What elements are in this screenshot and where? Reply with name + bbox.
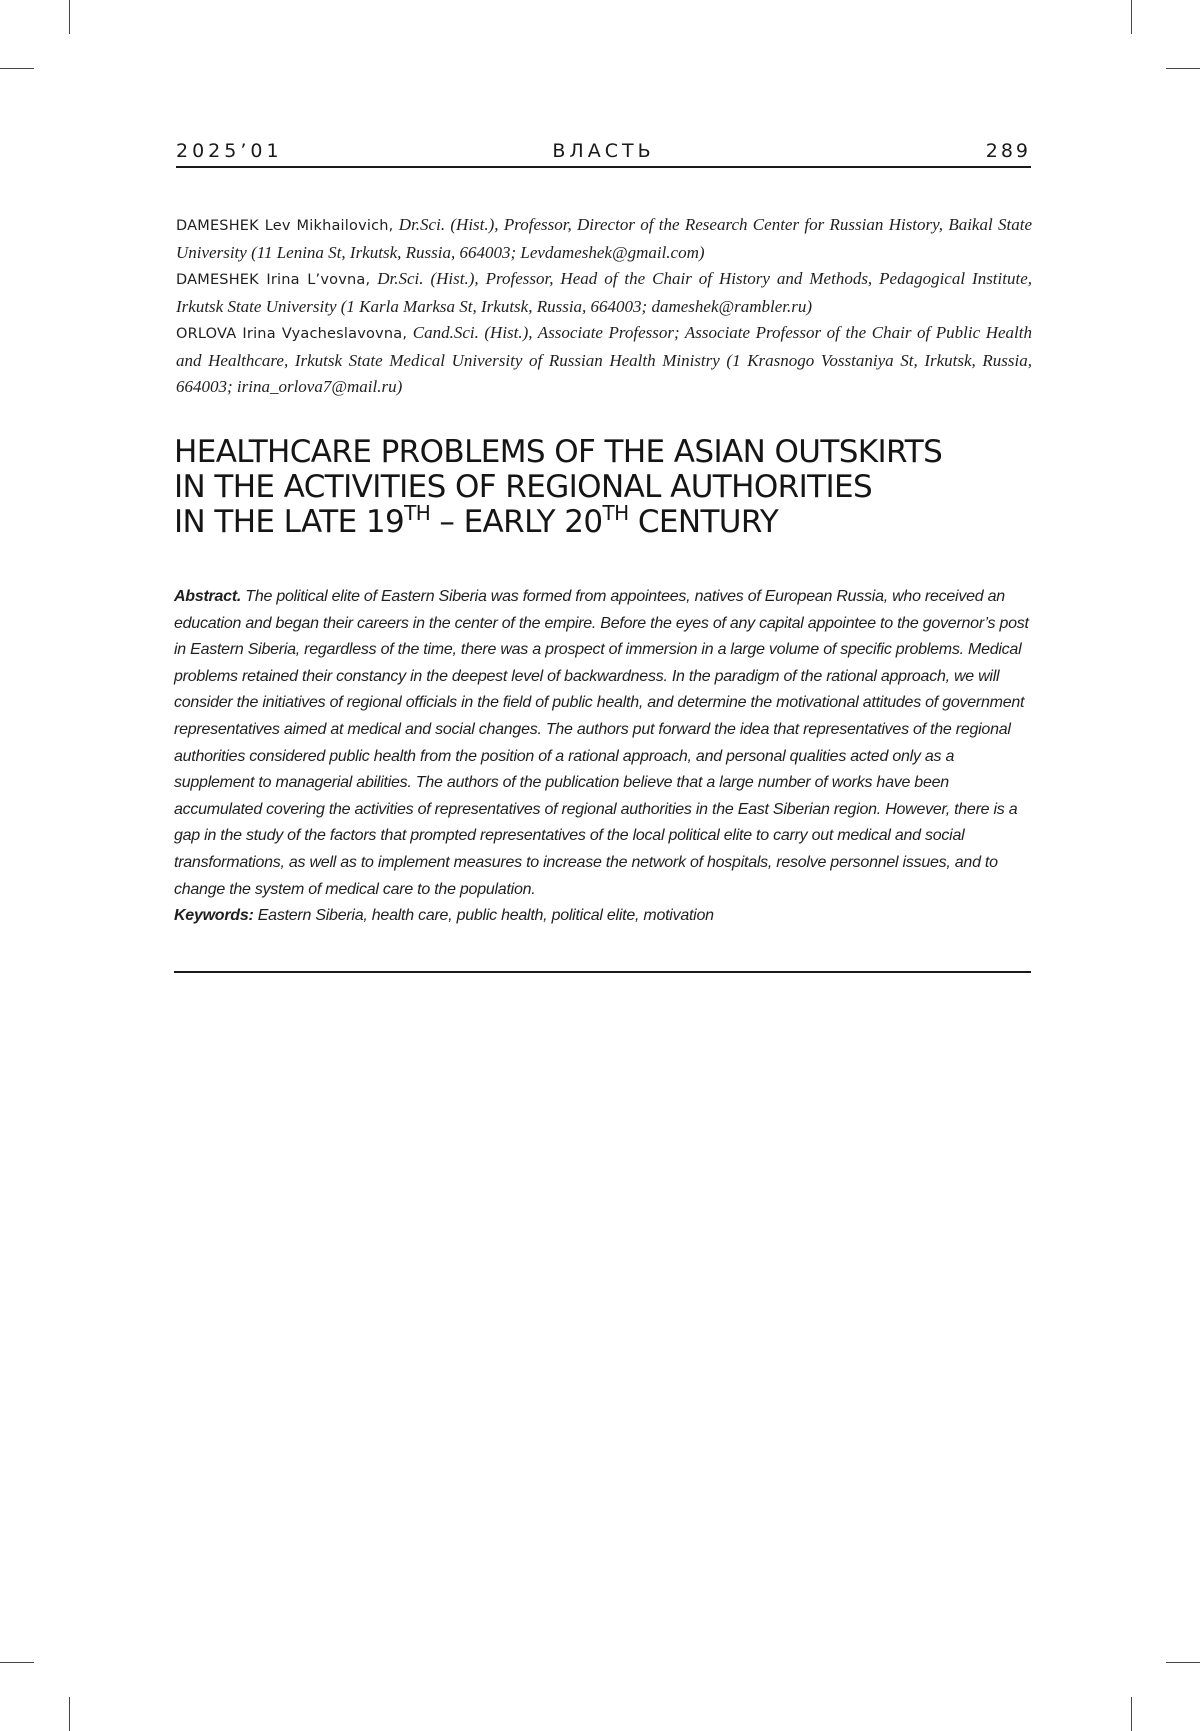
journal-name: ВЛАСТЬ xyxy=(552,140,655,162)
title-superscript: TH xyxy=(602,501,629,525)
crop-mark xyxy=(1166,68,1200,69)
crop-mark xyxy=(0,1662,34,1663)
abstract-block xyxy=(174,584,1036,930)
title-line: HEALTHCARE PROBLEMS OF THE ASIAN OUTSKIRTS xyxy=(174,434,943,470)
title-superscript: TH xyxy=(404,501,431,525)
title-text: – EARLY 20 xyxy=(430,504,603,540)
page-number: 289 xyxy=(985,140,1031,162)
keywords xyxy=(174,903,1036,930)
keywords-text: Eastern Siberia, health care, public health, political elite, motivation xyxy=(253,907,714,925)
author-name: DAMESHEK Irina L’vovna, xyxy=(176,272,371,288)
author-entry xyxy=(176,212,1032,266)
crop-mark xyxy=(69,0,70,34)
abstract-label: Abstract. xyxy=(174,588,242,605)
keywords-label: Keywords: xyxy=(174,907,254,925)
article-title xyxy=(174,435,1054,540)
crop-mark xyxy=(69,1697,70,1731)
abstract xyxy=(174,584,1036,903)
title-line: IN THE ACTIVITIES OF REGIONAL AUTHORITIES xyxy=(174,469,873,505)
author-affiliations xyxy=(176,212,1032,401)
abstract-text: The political elite of Eastern Siberia was formed from appointees, natives of European Russia, who received an education and began their careers in the center of the empire. Before the eyes of any capital appointee to the governor’s post in Eastern Siberia, regardless of the time, there was a prospect of immersion in a large volume of specific problems. Medical problems retained their constancy in the deepest level of backwardness. In the paradigm of the rational approach, we will consider the initiatives of regional officials in the field of public health, and determine the motivational attitudes of government representatives aimed at medical and social changes. The authors put forward the idea that representatives of the regional authorities considered public health from the position of a rational approach, and personal qualities acted only as a supplement to managerial abilities. The authors of the publication believe that a large number of works have been accumulated covering the activities of representatives of regional authorities in the East Siberian region. However, there is a gap in the study of the factors that prompted representatives of the local political elite to carry out medical and social transformations, as well as to implement measures to increase the network of hospitals, resolve personnel issues, and to change the system of medical care to the population. xyxy=(174,588,1029,898)
author-name: ORLOVA Irina Vyacheslavovna, xyxy=(176,326,408,342)
running-header xyxy=(176,138,1031,168)
author-details: Dr.Sci. (Hist.), Professor, Director of the Research Center for Russian History, Baikal State University (11 Lenina St, Irkutsk, Russia, 664003; Levdameshek@gmail.com) xyxy=(176,215,1033,262)
title-text: IN THE LATE 19 xyxy=(174,504,405,540)
author-details: Dr.Sci. (Hist.), Professor, Head of the Chair of History and Methods, Pedagogical Institute, Irkutsk State University (1 Karla Marksa St, Irkutsk, Russia, 664003; dameshek@rambler.ru) xyxy=(176,269,1032,316)
crop-mark xyxy=(1166,1662,1200,1663)
crop-mark xyxy=(0,68,34,69)
title-line xyxy=(174,501,1054,540)
issue-number: 2025’01 xyxy=(176,140,283,162)
section-divider xyxy=(174,971,1031,973)
author-entry xyxy=(176,266,1032,320)
crop-mark xyxy=(1131,0,1132,34)
author-entry xyxy=(176,320,1032,401)
title-text: CENTURY xyxy=(628,504,779,540)
crop-mark xyxy=(1131,1697,1132,1731)
author-details: Cand.Sci. (Hist.), Associate Professor; Associate Professor of the Chair of Public Health and Healthcare, Irkutsk State Medical University of Russian Health Ministry (1 Krasnogo Vosstaniya St, Irkutsk, Russia, 664003; irina_orlova7@mail.ru) xyxy=(176,323,1032,396)
author-name: DAMESHEK Lev Mikhailovich, xyxy=(176,218,394,234)
